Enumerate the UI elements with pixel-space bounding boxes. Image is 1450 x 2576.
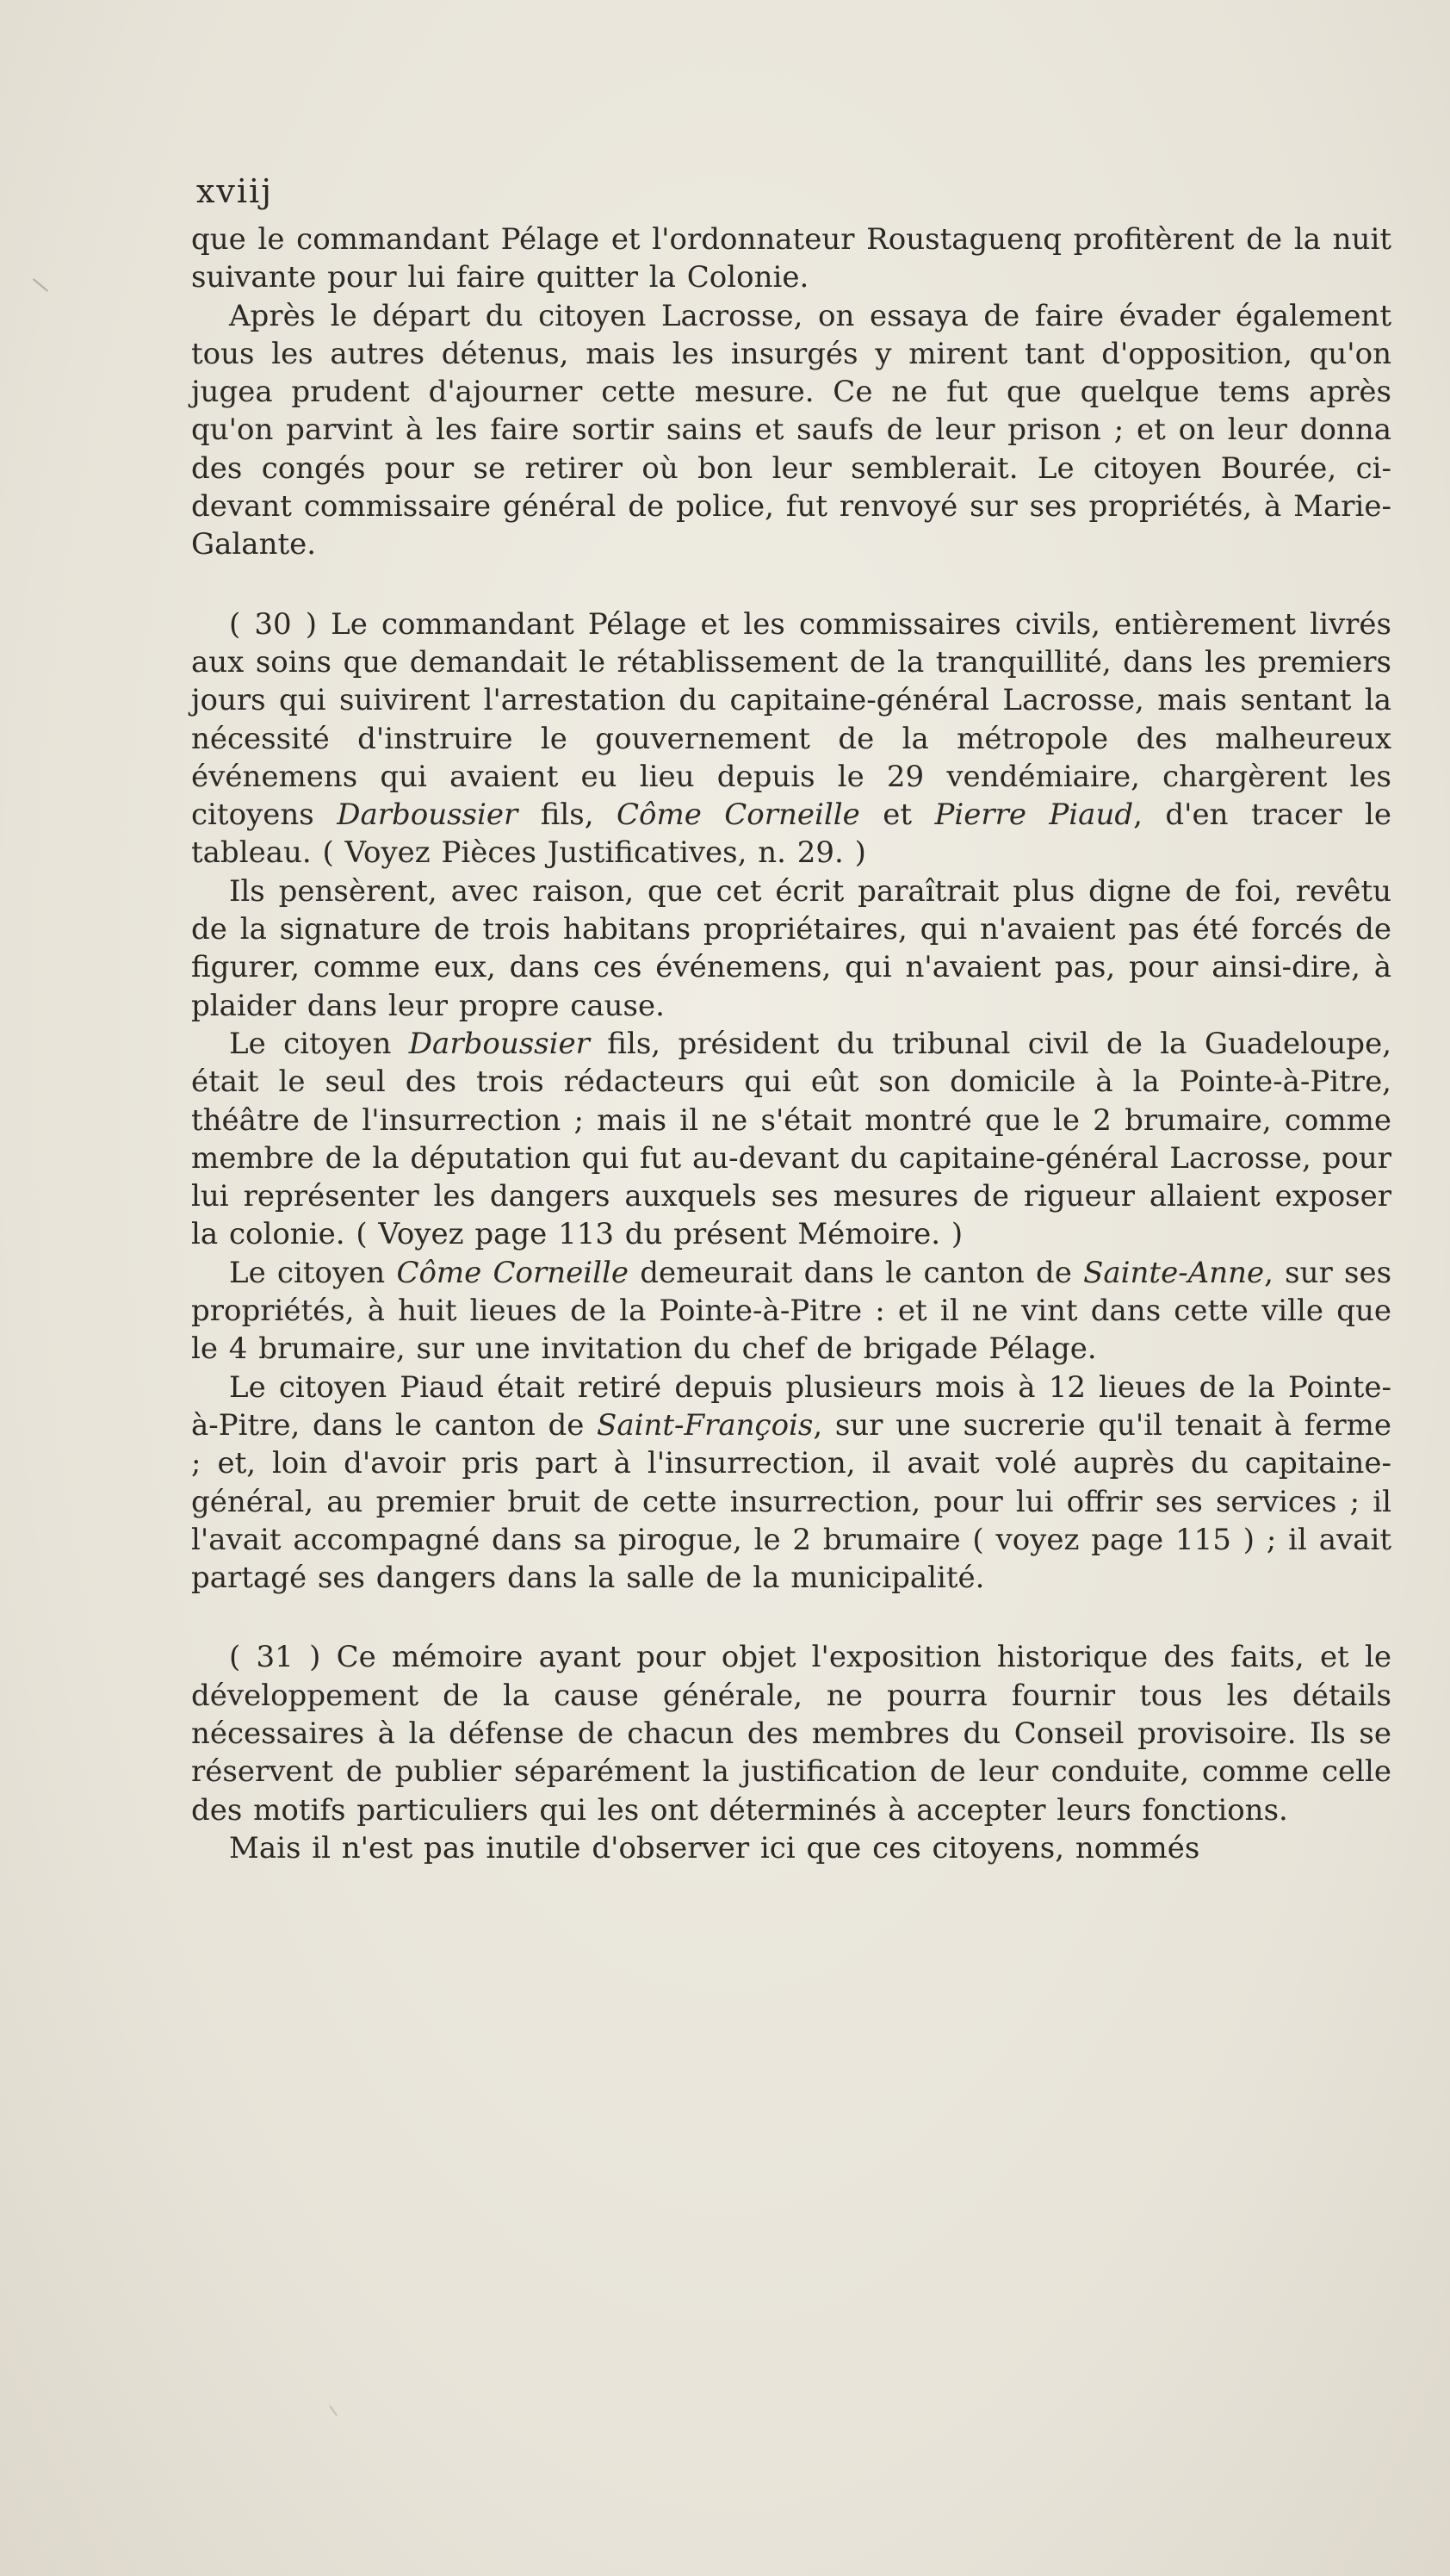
note-30-paragraph — [191, 605, 1391, 872]
paragraph: Mais il n'est pas inutile d'observer ici que ces citoyens, nommés — [229, 1830, 1200, 1865]
text-run: et — [883, 798, 913, 833]
paper-blemish — [33, 278, 48, 292]
name-corneille: Côme Corneille — [616, 798, 860, 833]
text-run: Le citoyen — [229, 1255, 386, 1290]
place-saint-francois: Saint-François — [597, 1407, 814, 1443]
place-sainte-anne: Sainte-Anne — [1083, 1255, 1265, 1290]
text-run: Le citoyen Piaud était retiré depuis plusieurs mois à 12 lieues de la Pointe-à-Pitre, dans le canton de — [191, 1369, 1391, 1443]
text-run: , sur une sucrerie qu'il tenait à ferme ; et, loin d'avoir pris part à l'insurrection, il avait volé auprès du capitaine-général, au premier bruit de cette insurrection, pour lui offrir ses services ; il l'avait accompagné dans sa pirogue, le 2 brumaire ( voyez page 115 ) ; il avait partagé ses dangers dans la salle de la municipalité. — [191, 1407, 1391, 1596]
paragraph: Ils pensèrent, avec raison, que cet écrit paraîtrait plus digne de foi, revêtu de la signature de trois habitans propriétaires, qui n'avaient pas été forcés de figurer, comme eux, dans ces événemens, qui n'avaient pas, pour ainsi-dire, à plaider dans leur propre cause. — [191, 873, 1391, 1023]
text-run: demeurait dans le canton de — [640, 1255, 1072, 1290]
paragraph — [191, 1369, 1391, 1598]
text-run: , sur ses propriétés, à huit lieues de la Pointe-à-Pitre : et il ne vint dans cette ville que le 4 brumaire, sur une invitation du chef de brigade Pélage. — [191, 1255, 1392, 1367]
name-piaud: Pierre Piaud — [934, 798, 1134, 833]
text-run: ( 30 ) Le commandant Pélage et les commissaires civils, entièrement livrés aux soins que demandait le rétablissement de la tranquillité, dans les premiers jours qui suivirent l'arrestation du capitaine-général Lacrosse, mais sentant la nécessité d'instruire le gouvernement de la métropole des malheureux événemens qui avaient eu lieu depuis le 29 vendémiaire, chargèrent les citoyens — [191, 606, 1391, 833]
page-number: xviij — [196, 172, 273, 210]
paper-blemish — [329, 2405, 338, 2417]
paragraph — [191, 1254, 1391, 1369]
paragraph: que le commandant Pélage et l'ordonnateur Roustaguenq profitèrent de la nuit suivante pour lui faire quitter la Colonie. — [191, 222, 1391, 295]
paragraph — [191, 1025, 1391, 1254]
name-corneille: Côme Corneille — [396, 1255, 629, 1290]
note-31-paragraph: ( 31 ) Ce mémoire ayant pour objet l'exposition historique des faits, et le développement de la cause générale, ne pourra fournir tous les détails nécessaires à la défense de chacun des membres du Conseil provisoire. Ils se réservent de publier séparément la justification de leur conduite, comme celle des motifs particuliers qui les ont déterminés à accepter leurs fonctions. — [191, 1640, 1391, 1828]
name-darboussier: Darboussier — [408, 1026, 590, 1061]
text-run: fils, président du tribunal civil de la Guadeloupe, était le seul des trois rédacteurs qui eût son domicile à la Pointe-à-Pitre, théâtre de l'insurrection ; mais il ne s'était montré que le 2 brumaire, comme membre de la députation qui fut au-devant du capitaine-général Lacrosse, pour lui représenter les dangers auxquels ses mesures de rigueur allaient exposer la colonie. ( Voyez page 113 du présent Mémoire. ) — [191, 1026, 1391, 1252]
page-body — [191, 220, 1391, 1867]
name-darboussier: Darboussier — [337, 798, 518, 833]
text-run: , d'en tracer le tableau. ( Voyez Pièces Justificatives, n. 29. ) — [191, 798, 1391, 871]
text-run: fils, — [540, 798, 594, 833]
paragraph: Après le départ du citoyen Lacrosse, on essaya de faire évader également tous les autres détenus, mais les insurgés y mirent tant d'opposition, qu'on jugea prudent d'ajourner cette mesure. Ce ne fut que quelque tems après qu'on parvint à les faire sortir sains et saufs de leur prison ; et on leur donna des congés pour se retirer où bon leur semblerait. Le citoyen Bourée, ci-devant commissaire général de police, fut renvoyé sur ses propriétés, à Marie-Galante. — [191, 298, 1391, 562]
text-run: Le citoyen — [229, 1026, 392, 1061]
